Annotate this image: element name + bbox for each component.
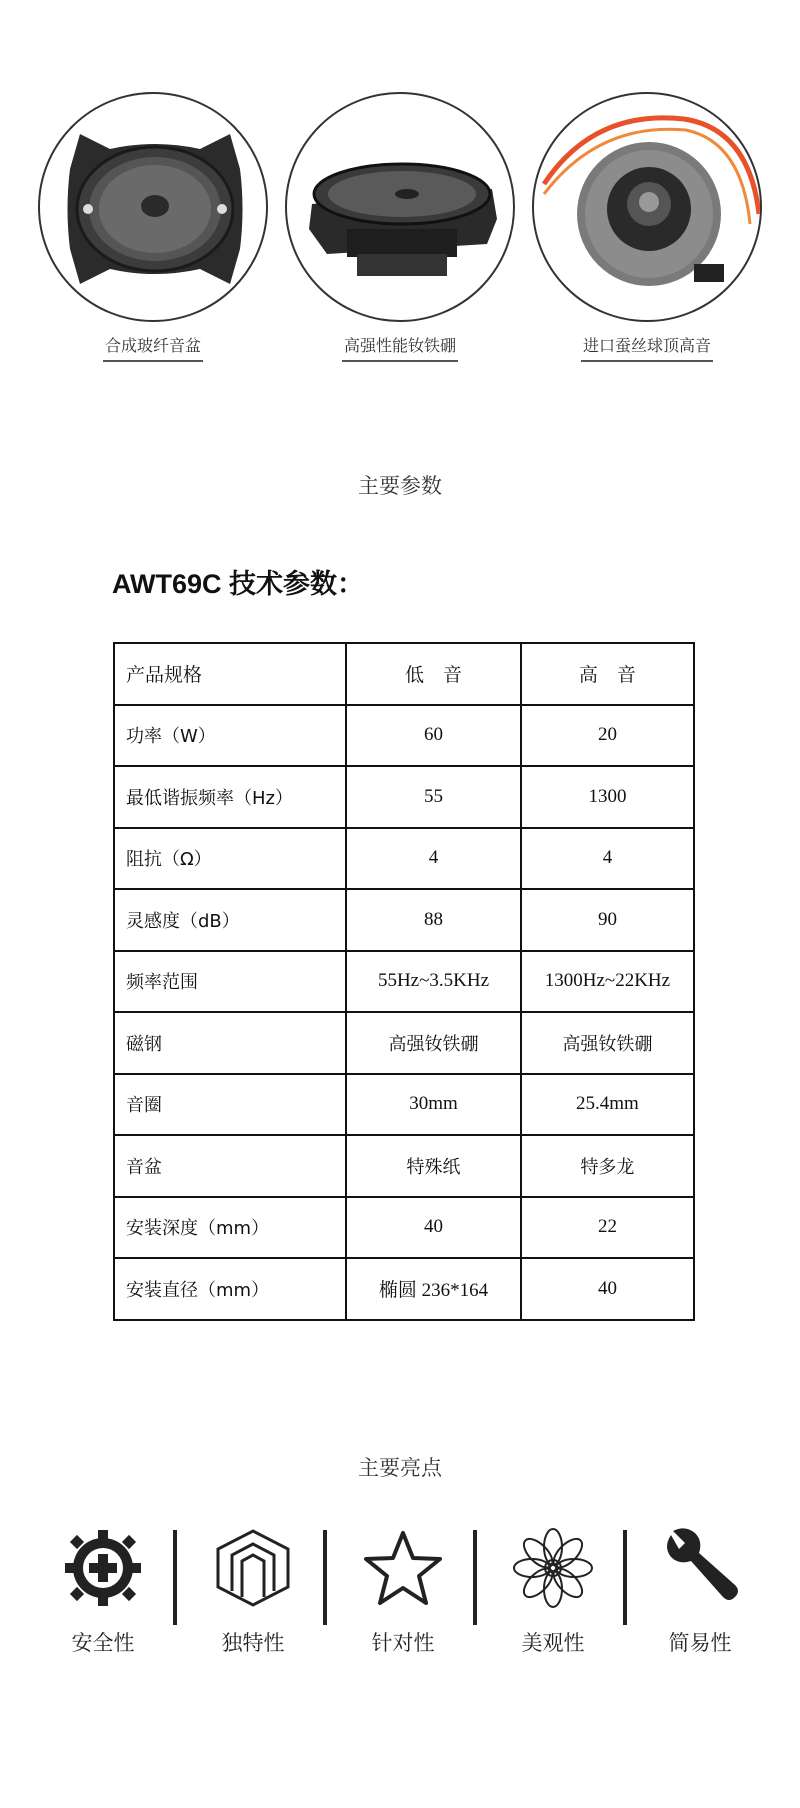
table-header-cell: 低 音	[346, 643, 521, 705]
feature-safety	[43, 1525, 163, 1657]
woofer-value: 88	[346, 889, 521, 951]
table-row	[114, 766, 694, 828]
tweeter-value: 22	[521, 1197, 694, 1259]
tweeter-value: 25.4mm	[521, 1074, 694, 1136]
row-label: 音圈	[114, 1074, 346, 1136]
spec-title: AWT69C 技术参数：	[112, 569, 365, 599]
table-row	[114, 1012, 694, 1074]
main-params-title: 主要参数	[358, 474, 442, 498]
table-row	[114, 1197, 694, 1259]
feature-label: 安全性	[71, 1631, 135, 1655]
tweeter-image	[534, 94, 762, 322]
tweeter-value: 90	[521, 889, 694, 951]
divider	[473, 1530, 477, 1625]
row-label: 阻抗（Ω）	[114, 828, 346, 890]
woofer-value: 椭圆 236*164	[346, 1258, 521, 1320]
spec-table	[113, 642, 695, 1321]
product-caption: 高强性能钕铁硼	[285, 333, 515, 362]
wrench-icon	[657, 1525, 743, 1611]
highlights-title: 主要亮点	[358, 1456, 442, 1480]
table-row	[114, 1074, 694, 1136]
feature-easy	[640, 1525, 760, 1657]
feature-label: 针对性	[371, 1631, 435, 1655]
row-label: 安装直径（mm）	[114, 1258, 346, 1320]
feature-label: 简易性	[668, 1631, 732, 1655]
star-icon	[360, 1525, 446, 1611]
tweeter-value: 1300	[521, 766, 694, 828]
table-header-cell: 产品规格	[114, 643, 346, 705]
woofer-value: 30mm	[346, 1074, 521, 1136]
row-label: 磁钢	[114, 1012, 346, 1074]
product-image-tweeter	[532, 92, 762, 322]
woofer-value: 40	[346, 1197, 521, 1259]
product-image-woofer-side	[285, 92, 515, 322]
tweeter-value: 特多龙	[521, 1135, 694, 1197]
row-label: 音盆	[114, 1135, 346, 1197]
product-image-woofer-front	[38, 92, 268, 322]
woofer-value: 55Hz~3.5KHz	[346, 951, 521, 1013]
woofer-value: 高强钕铁硼	[346, 1012, 521, 1074]
woofer-side-image	[287, 94, 515, 322]
tweeter-value: 40	[521, 1258, 694, 1320]
woofer-value: 55	[346, 766, 521, 828]
table-row	[114, 828, 694, 890]
tweeter-value: 4	[521, 828, 694, 890]
table-header-cell: 高 音	[521, 643, 694, 705]
flower-icon	[510, 1525, 596, 1611]
feature-unique	[193, 1525, 313, 1657]
table-row	[114, 1258, 694, 1320]
safety-gear-cross-icon	[60, 1525, 146, 1611]
divider	[173, 1530, 177, 1625]
product-caption: 合成玻纤音盆	[38, 333, 268, 362]
table-row	[114, 705, 694, 767]
feature-aesthetic	[493, 1525, 613, 1657]
woofer-value: 4	[346, 828, 521, 890]
row-label: 灵感度（dB）	[114, 889, 346, 951]
feature-label: 独特性	[221, 1631, 285, 1655]
table-row	[114, 889, 694, 951]
tweeter-value: 20	[521, 705, 694, 767]
woofer-cone-image	[40, 94, 268, 322]
divider	[623, 1530, 627, 1625]
table-row	[114, 951, 694, 1013]
row-label: 最低谐振频率（Hz）	[114, 766, 346, 828]
unique-cube-icon	[210, 1525, 296, 1611]
feature-targeted	[343, 1525, 463, 1657]
row-label: 安装深度（mm）	[114, 1197, 346, 1259]
row-label: 频率范围	[114, 951, 346, 1013]
tweeter-value: 高强钕铁硼	[521, 1012, 694, 1074]
tweeter-value: 1300Hz~22KHz	[521, 951, 694, 1013]
woofer-value: 特殊纸	[346, 1135, 521, 1197]
divider	[323, 1530, 327, 1625]
product-caption: 进口蚕丝球顶高音	[532, 333, 762, 362]
feature-label: 美观性	[521, 1631, 585, 1655]
row-label: 功率（W）	[114, 705, 346, 767]
table-header-row	[114, 643, 694, 705]
woofer-value: 60	[346, 705, 521, 767]
table-row	[114, 1135, 694, 1197]
